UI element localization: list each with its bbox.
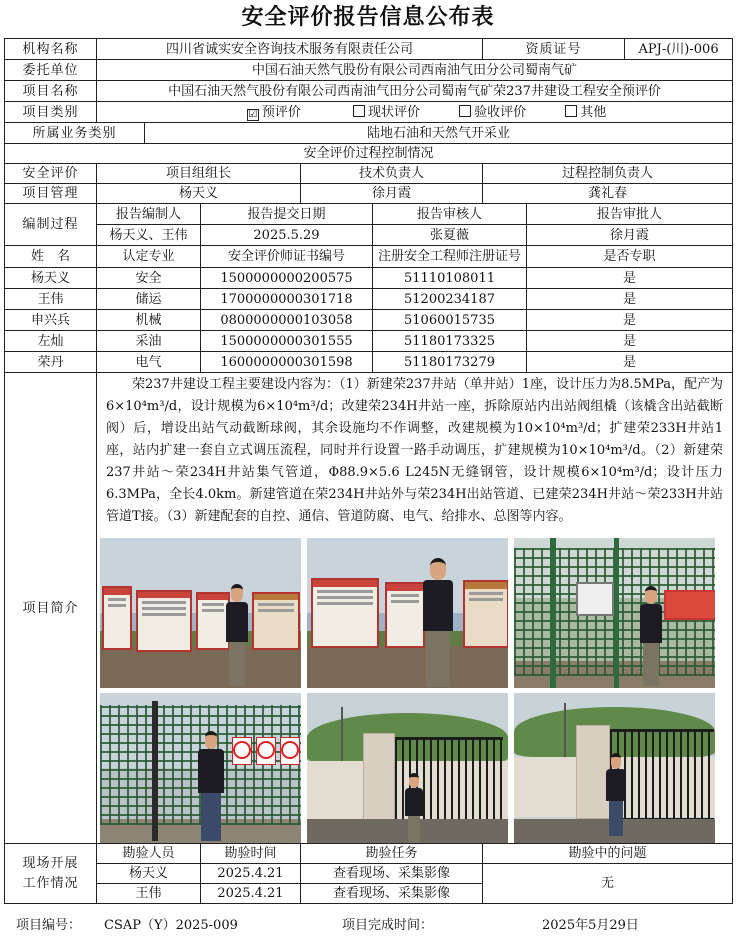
cert-label: 资质证号 (483, 39, 625, 60)
compile-header: 报告审核人 (373, 204, 527, 225)
category-option-current[interactable]: 现状评价 (353, 104, 455, 121)
photo-grid (100, 534, 729, 843)
project-name-label: 项目名称 (5, 81, 97, 102)
site-photo (514, 538, 715, 688)
completion-label: 项目完成时间： (342, 918, 434, 933)
completion-value: 2025年5月29日 (542, 918, 639, 933)
survey-header: 勘验人员 (97, 844, 201, 864)
intro-label: 项目简介 (5, 373, 97, 844)
table-row: 杨天义 安全 1500000000200575 51110108011 是 (5, 268, 733, 289)
checkbox-checked-icon: ☑ (248, 108, 258, 120)
staff-header: 安全评价师证书编号 (201, 246, 373, 268)
category-option-pre[interactable]: ☑ 预评价 (248, 104, 301, 120)
business-value: 陆地石油和天然气开采业 (145, 123, 733, 144)
management-value: 徐月霞 (301, 184, 483, 204)
staff-header: 是否专职 (527, 246, 733, 268)
checkbox-icon (459, 105, 471, 117)
table-row: 左灿 采油 1500000000301555 51180173325 是 (5, 331, 733, 352)
org-value: 四川省诚实安全咨询技术服务有限责任公司 (97, 39, 483, 60)
management-label: 安全评价 (5, 164, 97, 184)
table-row: 王伟 储运 1700000000301718 51200234187 是 (5, 289, 733, 310)
table-row: 荣丹 电气 1600000000301598 51180173279 是 (5, 352, 733, 373)
compile-label: 编制过程 (5, 204, 97, 246)
survey-header: 勘验中的问题 (483, 844, 733, 864)
business-label: 所属业务类别 (5, 123, 145, 144)
checkbox-icon (353, 105, 365, 117)
footer (4, 914, 732, 938)
compile-value: 杨天义、王伟 (97, 225, 201, 246)
site-photo (307, 693, 508, 843)
cert-value: APJ-(川)-006 (625, 39, 733, 60)
staff-header: 注册安全工程师注册证号 (373, 246, 527, 268)
survey-problem: 无 (483, 864, 733, 904)
project-number-value: CSAP（Y）2025-009 (104, 918, 238, 933)
client-label: 委托单位 (5, 60, 97, 81)
staff-header: 姓 名 (5, 246, 97, 268)
management-value: 龚礼春 (483, 184, 733, 204)
site-photo (100, 693, 301, 843)
category-options (97, 102, 733, 123)
management-header: 技术负责人 (301, 164, 483, 184)
page-title: 安全评价报告信息公布表 (241, 4, 495, 30)
compile-header: 报告提交日期 (201, 204, 373, 225)
compile-header: 报告审批人 (527, 204, 733, 225)
category-label: 项目类别 (5, 102, 97, 123)
site-photo (307, 538, 508, 688)
process-header: 安全评价过程控制情况 (5, 144, 733, 164)
management-value: 杨天义 (97, 184, 301, 204)
intro-cell (97, 373, 733, 844)
compile-value: 2025.5.29 (201, 225, 373, 246)
management-label: 项目管理 (5, 184, 97, 204)
client-value: 中国石油天然气股份有限公司西南油气田分公司蜀南气矿 (97, 60, 733, 81)
compile-value: 张夏薇 (373, 225, 527, 246)
table-row: 王伟 2025.4.21 查看现场、采集影像 (5, 884, 733, 904)
org-label: 机构名称 (5, 39, 97, 60)
site-photo (514, 693, 715, 843)
survey-header: 勘验任务 (301, 844, 483, 864)
intro-text: 荣237井建设工程主要建设内容为：（1）新建荣237井站（单井站）1座，设计压力为8.5MPa，配产为6×10⁴m³/d，设计规模为6×10⁴m³/d；改建荣234H井站一座，拆除原站内出站阀组橇（该橇含出站截断阀）后，增设出站气动截断球阀，其余设施均不作调整，改建规模为10×10⁴m³/d；扩建荣233H井站1座，站内扩建一套自立式调压流程，同时并行设置一路手动调压，扩建规模为10×10⁴m³/d。（2）新建荣237井站～荣234H井站集气管道，Φ88.9×5.6 L245N无缝钢管，设计规模6×10⁴m³/d；设计压力6.3MPa，全长4.0km。新建管道在荣234H井站外与荣234H出站管道、已建荣234H井站～荣233H井站管道T接。（3）新建配套的自控、通信、管道防腐、电气、给排水、总图等内容。 (106, 376, 724, 524)
project-number-label: 项目编号： (16, 918, 82, 933)
compile-header: 报告编制人 (97, 204, 201, 225)
survey-header: 勘验时间 (201, 844, 301, 864)
info-table (4, 38, 733, 904)
table-row: 申兴兵 机械 0800000000103058 51060015735 是 (5, 310, 733, 331)
category-option-acceptance[interactable]: 验收评价 (459, 104, 561, 121)
site-photo (100, 538, 301, 688)
compile-value: 徐月霞 (527, 225, 733, 246)
checkbox-icon (565, 105, 577, 117)
project-name-value: 中国石油天然气股份有限公司西南油气田分公司蜀南气矿荣237井建设工程安全预评价 (97, 81, 733, 102)
table-row: 杨天义 2025.4.21 查看现场、采集影像 无 (5, 864, 733, 884)
management-header: 项目组组长 (97, 164, 301, 184)
management-header: 过程控制负责人 (483, 164, 733, 184)
staff-header: 认定专业 (97, 246, 201, 268)
category-option-other[interactable]: 其他 (565, 104, 667, 121)
survey-label: 现场开展 工作情况 (5, 844, 97, 904)
